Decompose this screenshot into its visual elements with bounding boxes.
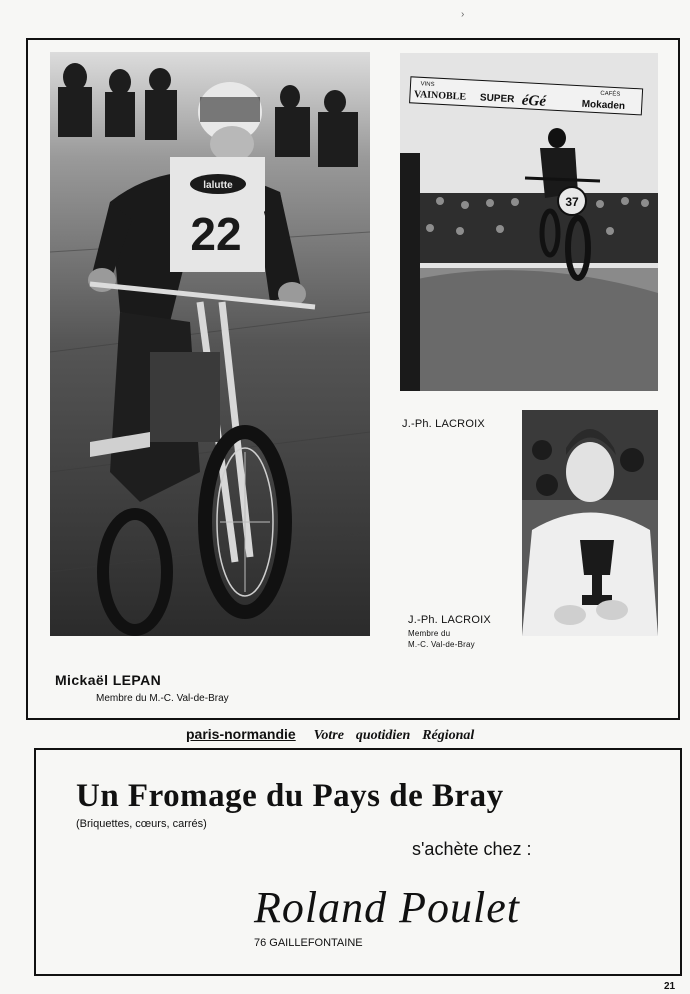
caption-main-rider	[55, 672, 161, 688]
caption-portrait-sub2: M.-C. Val-de-Bray	[408, 640, 475, 649]
photo-rider-lepan	[50, 52, 370, 636]
banner-mokaden: Mokaden	[581, 98, 626, 113]
ad-buy-line: s'achète chez :	[412, 839, 532, 859]
rider-first-name: Mickaël	[55, 672, 109, 688]
banner-ege: éGé	[521, 92, 547, 110]
ad-merchant-name: Roland Poulet	[254, 883, 520, 932]
ad-headline: Un Fromage du Pays de Bray	[76, 778, 504, 814]
newspaper-tagline-1: Votre	[313, 728, 344, 743]
jump-rider-number: 37	[565, 195, 579, 209]
newspaper-tagline-3: Régional	[422, 728, 475, 743]
photo-rider-jump	[400, 53, 658, 391]
newspaper-brand: paris-normandie	[186, 726, 296, 742]
banner-vins: VINS	[420, 81, 435, 89]
banner-cafes: CAFÉS	[600, 90, 621, 98]
bib-sponsor-text: lalutte	[203, 180, 233, 191]
banner-vainoble: VAINOBLE	[413, 88, 467, 103]
caption-jump: J.-Ph. LACROIX	[402, 418, 485, 430]
ad-address: 76 GAILLEFONTAINE	[254, 937, 363, 949]
photo-portrait-lacroix	[522, 410, 658, 636]
newspaper-tagline-2: quotidien	[355, 728, 411, 743]
ad-subline: (Briquettes, cœurs, carrés)	[76, 818, 207, 830]
caption-portrait: J.-Ph. LACROIX	[408, 614, 491, 626]
bib-number-text: 22	[190, 208, 242, 260]
page-top-mark: ›	[461, 9, 465, 20]
page-number: 21	[664, 981, 676, 992]
rider-last-name: LEPAN	[112, 672, 162, 688]
caption-portrait-sub1: Membre du	[408, 629, 451, 638]
banner-super: SUPER	[479, 92, 515, 106]
caption-main-sub: Membre du M.-C. Val-de-Bray	[96, 693, 229, 704]
newspaper-line	[186, 726, 474, 744]
